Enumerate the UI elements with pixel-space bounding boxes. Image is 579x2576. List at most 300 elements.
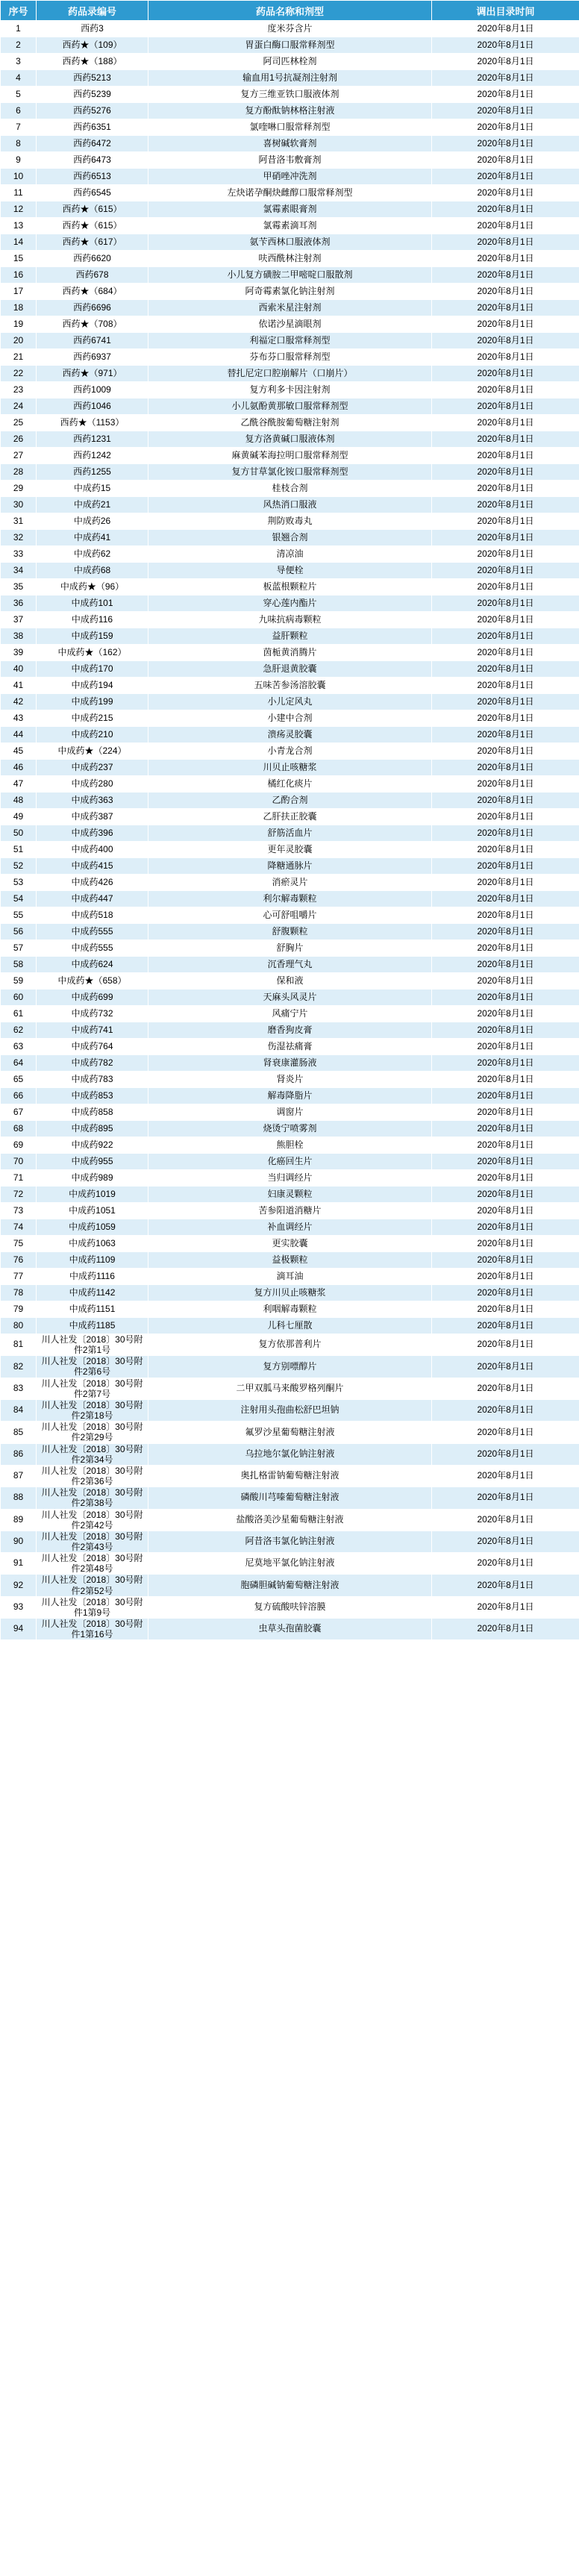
cell-seq: 88 <box>1 1487 37 1509</box>
cell-time: 2020年8月1日 <box>432 119 579 136</box>
table-row <box>1 1318 579 1334</box>
cell-code: 川人社发〔2018〕30号附件2第38号 <box>37 1487 148 1509</box>
cell-seq: 34 <box>1 563 37 579</box>
cell-code: 中成药★（162） <box>37 645 148 661</box>
cell-code: 西药678 <box>37 267 148 284</box>
cell-seq: 36 <box>1 595 37 612</box>
cell-seq: 83 <box>1 1378 37 1399</box>
cell-seq: 15 <box>1 251 37 267</box>
cell-code: 西药★（708） <box>37 316 148 333</box>
cell-seq: 42 <box>1 694 37 710</box>
cell-code: 西药1231 <box>37 431 148 448</box>
cell-name: 复方甘草氯化铵口服常释剂型 <box>148 464 432 481</box>
cell-time: 2020年8月1日 <box>432 37 579 54</box>
cell-code: 西药5213 <box>37 70 148 87</box>
cell-name: 阿昔洛韦氯化钠注射液 <box>148 1531 432 1552</box>
cell-time: 2020年8月1日 <box>432 924 579 940</box>
table-row <box>1 1055 579 1072</box>
cell-name: 输血用1号抗凝剂注射剂 <box>148 70 432 87</box>
cell-seq: 2 <box>1 37 37 54</box>
cell-name: 风热消口服液 <box>148 497 432 513</box>
table-row <box>1 530 579 546</box>
cell-name: 甲硝唑冲洗剂 <box>148 169 432 185</box>
cell-name: 氯霉素滴耳剂 <box>148 218 432 234</box>
cell-code: 中成药415 <box>37 858 148 875</box>
table-row <box>1 1575 579 1596</box>
table-row <box>1 1285 579 1301</box>
cell-time: 2020年8月1日 <box>432 21 579 37</box>
cell-seq: 55 <box>1 907 37 924</box>
table-row <box>1 1203 579 1219</box>
cell-name: 氯霉素眼膏剂 <box>148 201 432 218</box>
cell-time: 2020年8月1日 <box>432 366 579 382</box>
cell-time: 2020年8月1日 <box>432 1575 579 1596</box>
table-row <box>1 448 579 464</box>
cell-seq: 81 <box>1 1334 37 1356</box>
cell-code: 中成药858 <box>37 1104 148 1121</box>
cell-name: 虫草头孢菌胶囊 <box>148 1619 432 1640</box>
cell-seq: 53 <box>1 875 37 891</box>
table-row <box>1 1137 579 1154</box>
cell-seq: 82 <box>1 1356 37 1378</box>
table-row <box>1 103 579 119</box>
table-row <box>1 579 579 595</box>
cell-seq: 62 <box>1 1022 37 1039</box>
cell-seq: 10 <box>1 169 37 185</box>
cell-time: 2020年8月1日 <box>432 612 579 628</box>
table-row <box>1 481 579 497</box>
cell-code: 中成药387 <box>37 809 148 825</box>
cell-seq: 31 <box>1 513 37 530</box>
cell-code: 中成药518 <box>37 907 148 924</box>
table-row <box>1 546 579 563</box>
cell-seq: 24 <box>1 398 37 415</box>
cell-name: 补血调经片 <box>148 1219 432 1236</box>
cell-seq: 73 <box>1 1203 37 1219</box>
cell-time: 2020年8月1日 <box>432 530 579 546</box>
cell-name: 复方别嘌醇片 <box>148 1356 432 1378</box>
cell-code: 中成药280 <box>37 776 148 793</box>
table-body <box>1 21 579 1640</box>
cell-code: 西药6696 <box>37 300 148 316</box>
cell-code: 西药★（684） <box>37 284 148 300</box>
cell-code: 中成药210 <box>37 727 148 743</box>
cell-seq: 6 <box>1 103 37 119</box>
cell-code: 西药6545 <box>37 185 148 201</box>
cell-time: 2020年8月1日 <box>432 513 579 530</box>
cell-seq: 93 <box>1 1596 37 1618</box>
cell-code: 中成药699 <box>37 990 148 1006</box>
cell-name: 沉香理气丸 <box>148 957 432 973</box>
cell-code: 中成药199 <box>37 694 148 710</box>
cell-code: 中成药62 <box>37 546 148 563</box>
cell-seq: 66 <box>1 1088 37 1104</box>
cell-time: 2020年8月1日 <box>432 1072 579 1088</box>
cell-name: 小建中合剂 <box>148 710 432 727</box>
cell-seq: 80 <box>1 1318 37 1334</box>
cell-time: 2020年8月1日 <box>432 563 579 579</box>
cell-time: 2020年8月1日 <box>432 185 579 201</box>
table-row <box>1 1006 579 1022</box>
cell-time: 2020年8月1日 <box>432 743 579 760</box>
cell-seq: 43 <box>1 710 37 727</box>
cell-time: 2020年8月1日 <box>432 316 579 333</box>
table-row <box>1 497 579 513</box>
cell-code: 中成药★（96） <box>37 579 148 595</box>
cell-time: 2020年8月1日 <box>432 349 579 366</box>
cell-code: 西药6351 <box>37 119 148 136</box>
cell-seq: 59 <box>1 973 37 990</box>
table-row <box>1 152 579 169</box>
cell-code: 中成药237 <box>37 760 148 776</box>
cell-time: 2020年8月1日 <box>432 333 579 349</box>
cell-time: 2020年8月1日 <box>432 398 579 415</box>
cell-code: 川人社发〔2018〕30号附件2第1号 <box>37 1334 148 1356</box>
cell-code: 中成药1185 <box>37 1318 148 1334</box>
table-row <box>1 612 579 628</box>
cell-code: 川人社发〔2018〕30号附件2第29号 <box>37 1422 148 1443</box>
cell-seq: 84 <box>1 1399 37 1421</box>
cell-name: 益极颗粒 <box>148 1252 432 1269</box>
cell-code: 中成药170 <box>37 661 148 678</box>
cell-seq: 92 <box>1 1575 37 1596</box>
table-row <box>1 1088 579 1104</box>
table-row <box>1 842 579 858</box>
cell-time: 2020年8月1日 <box>432 1465 579 1486</box>
cell-code: 中成药447 <box>37 891 148 907</box>
cell-time: 2020年8月1日 <box>432 103 579 119</box>
cell-name: 茵栀黄消腾片 <box>148 645 432 661</box>
cell-seq: 39 <box>1 645 37 661</box>
cell-name: 桂枝合剂 <box>148 481 432 497</box>
cell-seq: 13 <box>1 218 37 234</box>
table-row <box>1 1443 579 1465</box>
cell-code: 西药5276 <box>37 103 148 119</box>
cell-seq: 70 <box>1 1154 37 1170</box>
table-row <box>1 760 579 776</box>
cell-code: 川人社发〔2018〕30号附件2第42号 <box>37 1509 148 1531</box>
cell-seq: 23 <box>1 382 37 398</box>
cell-time: 2020年8月1日 <box>432 809 579 825</box>
cell-time: 2020年8月1日 <box>432 1121 579 1137</box>
cell-seq: 72 <box>1 1187 37 1203</box>
cell-code: 西药1255 <box>37 464 148 481</box>
cell-code: 川人社发〔2018〕30号附件2第43号 <box>37 1531 148 1552</box>
cell-name: 熊胆栓 <box>148 1137 432 1154</box>
cell-seq: 44 <box>1 727 37 743</box>
cell-time: 2020年8月1日 <box>432 251 579 267</box>
cell-code: 中成药555 <box>37 924 148 940</box>
cell-name: 度米芬含片 <box>148 21 432 37</box>
cell-code: 中成药★（658） <box>37 973 148 990</box>
cell-name: 急肝退黄胶囊 <box>148 661 432 678</box>
cell-time: 2020年8月1日 <box>432 218 579 234</box>
table-row <box>1 87 579 103</box>
cell-seq: 16 <box>1 267 37 284</box>
cell-name: 小儿氨酚黄那敏口服常释剂型 <box>148 398 432 415</box>
table-row <box>1 382 579 398</box>
cell-time: 2020年8月1日 <box>432 907 579 924</box>
table-row <box>1 1104 579 1121</box>
cell-code: 西药★（615） <box>37 201 148 218</box>
table-row <box>1 284 579 300</box>
cell-name: 妇康灵颗粒 <box>148 1187 432 1203</box>
table-row <box>1 37 579 54</box>
cell-seq: 94 <box>1 1619 37 1640</box>
cell-code: 川人社发〔2018〕30号附件2第18号 <box>37 1399 148 1421</box>
cell-time: 2020年8月1日 <box>432 1443 579 1465</box>
cell-time: 2020年8月1日 <box>432 940 579 957</box>
cell-code: 川人社发〔2018〕30号附件2第7号 <box>37 1378 148 1399</box>
table-row <box>1 1072 579 1088</box>
cell-time: 2020年8月1日 <box>432 54 579 70</box>
cell-code: 川人社发〔2018〕30号附件1第16号 <box>37 1619 148 1640</box>
cell-name: 解毒降脂片 <box>148 1088 432 1104</box>
cell-name: 降糖通脉片 <box>148 858 432 875</box>
cell-seq: 64 <box>1 1055 37 1072</box>
cell-time: 2020年8月1日 <box>432 825 579 842</box>
table-row <box>1 678 579 694</box>
cell-code: 川人社发〔2018〕30号附件2第48号 <box>37 1553 148 1575</box>
table-row <box>1 743 579 760</box>
cell-seq: 68 <box>1 1121 37 1137</box>
cell-name: 氨苄西林口服液体剂 <box>148 234 432 251</box>
table-row <box>1 201 579 218</box>
cell-seq: 5 <box>1 87 37 103</box>
cell-name: 复方硫酸呋锌溶膜 <box>148 1596 432 1618</box>
table-row <box>1 1465 579 1486</box>
table-row <box>1 54 579 70</box>
table-row <box>1 1236 579 1252</box>
cell-code: 中成药396 <box>37 825 148 842</box>
cell-time: 2020年8月1日 <box>432 1399 579 1421</box>
cell-name: 化癌回生片 <box>148 1154 432 1170</box>
cell-seq: 47 <box>1 776 37 793</box>
table-row <box>1 694 579 710</box>
table-row <box>1 169 579 185</box>
cell-name: 导便栓 <box>148 563 432 579</box>
table-row <box>1 1619 579 1640</box>
cell-name: 小儿定风丸 <box>148 694 432 710</box>
table-row <box>1 300 579 316</box>
cell-name: 利福定口服常释剂型 <box>148 333 432 349</box>
cell-code: 中成药1051 <box>37 1203 148 1219</box>
cell-seq: 86 <box>1 1443 37 1465</box>
cell-time: 2020年8月1日 <box>432 842 579 858</box>
cell-name: 利咽解毒颗粒 <box>148 1301 432 1318</box>
cell-code: 中成药853 <box>37 1088 148 1104</box>
table-row <box>1 710 579 727</box>
cell-time: 2020年8月1日 <box>432 1006 579 1022</box>
cell-time: 2020年8月1日 <box>432 152 579 169</box>
cell-code: 西药6473 <box>37 152 148 169</box>
cell-time: 2020年8月1日 <box>432 1619 579 1640</box>
table-row <box>1 218 579 234</box>
table-row <box>1 1039 579 1055</box>
table-row <box>1 1531 579 1552</box>
cell-name: 儿科七厘散 <box>148 1318 432 1334</box>
cell-code: 中成药15 <box>37 481 148 497</box>
cell-name: 乌拉地尔氯化钠注射液 <box>148 1443 432 1465</box>
cell-code: 中成药21 <box>37 497 148 513</box>
cell-name: 橘红化痰片 <box>148 776 432 793</box>
cell-seq: 57 <box>1 940 37 957</box>
cell-name: 乙肝扶正胶囊 <box>148 809 432 825</box>
table-row <box>1 628 579 645</box>
cell-time: 2020年8月1日 <box>432 661 579 678</box>
cell-seq: 90 <box>1 1531 37 1552</box>
cell-seq: 12 <box>1 201 37 218</box>
cell-time: 2020年8月1日 <box>432 1039 579 1055</box>
cell-name: 舒筋活血片 <box>148 825 432 842</box>
cell-seq: 30 <box>1 497 37 513</box>
cell-code: 西药6472 <box>37 136 148 152</box>
cell-time: 2020年8月1日 <box>432 1203 579 1219</box>
table-row <box>1 727 579 743</box>
table-row <box>1 1219 579 1236</box>
cell-name: 磨香狗皮膏 <box>148 1022 432 1039</box>
cell-seq: 1 <box>1 21 37 37</box>
table-row <box>1 891 579 907</box>
cell-seq: 35 <box>1 579 37 595</box>
cell-seq: 26 <box>1 431 37 448</box>
cell-code: 西药3 <box>37 21 148 37</box>
cell-seq: 22 <box>1 366 37 382</box>
cell-name: 穿心莲内酯片 <box>148 595 432 612</box>
cell-name: 川贝止咳糖浆 <box>148 760 432 776</box>
cell-time: 2020年8月1日 <box>432 201 579 218</box>
cell-name: 胃蛋白酶口服常释剂型 <box>148 37 432 54</box>
cell-seq: 60 <box>1 990 37 1006</box>
cell-name: 更实胶囊 <box>148 1236 432 1252</box>
cell-code: 川人社发〔2018〕30号附件2第52号 <box>37 1575 148 1596</box>
cell-time: 2020年8月1日 <box>432 579 579 595</box>
cell-seq: 52 <box>1 858 37 875</box>
cell-code: 中成药26 <box>37 513 148 530</box>
table-row <box>1 1553 579 1575</box>
cell-name: 左炔诺孕酮炔雌醇口服常释剂型 <box>148 185 432 201</box>
cell-seq: 69 <box>1 1137 37 1154</box>
cell-time: 2020年8月1日 <box>432 1553 579 1575</box>
cell-time: 2020年8月1日 <box>432 1378 579 1399</box>
cell-seq: 45 <box>1 743 37 760</box>
cell-seq: 71 <box>1 1170 37 1187</box>
cell-code: 西药6937 <box>37 349 148 366</box>
cell-time: 2020年8月1日 <box>432 1055 579 1072</box>
cell-name: 益肝颗粒 <box>148 628 432 645</box>
table-row <box>1 185 579 201</box>
cell-name: 奥扎格雷钠葡萄糖注射液 <box>148 1465 432 1486</box>
cell-seq: 85 <box>1 1422 37 1443</box>
cell-name: 滴耳油 <box>148 1269 432 1285</box>
table-row <box>1 875 579 891</box>
cell-time: 2020年8月1日 <box>432 284 579 300</box>
cell-code: 西药1242 <box>37 448 148 464</box>
table-row <box>1 1378 579 1399</box>
column-header-seq: 序号 <box>1 1 37 21</box>
cell-seq: 20 <box>1 333 37 349</box>
cell-code: 中成药955 <box>37 1154 148 1170</box>
cell-code: 中成药400 <box>37 842 148 858</box>
cell-time: 2020年8月1日 <box>432 1219 579 1236</box>
cell-time: 2020年8月1日 <box>432 1531 579 1552</box>
cell-name: 板蓝根颗粒片 <box>148 579 432 595</box>
table-row <box>1 924 579 940</box>
cell-seq: 87 <box>1 1465 37 1486</box>
cell-seq: 38 <box>1 628 37 645</box>
cell-code: 中成药555 <box>37 940 148 957</box>
cell-time: 2020年8月1日 <box>432 1154 579 1170</box>
table-row <box>1 1509 579 1531</box>
cell-name: 乙酌合剂 <box>148 793 432 809</box>
cell-time: 2020年8月1日 <box>432 1187 579 1203</box>
cell-time: 2020年8月1日 <box>432 1088 579 1104</box>
cell-time: 2020年8月1日 <box>432 1252 579 1269</box>
cell-code: 中成药782 <box>37 1055 148 1072</box>
table-row <box>1 973 579 990</box>
table-row <box>1 595 579 612</box>
cell-code: 中成药895 <box>37 1121 148 1137</box>
cell-seq: 37 <box>1 612 37 628</box>
cell-name: 九味抗病毒颗粒 <box>148 612 432 628</box>
cell-time: 2020年8月1日 <box>432 727 579 743</box>
cell-code: 川人社发〔2018〕30号附件2第34号 <box>37 1443 148 1465</box>
cell-code: 川人社发〔2018〕30号附件2第6号 <box>37 1356 148 1378</box>
table-row <box>1 793 579 809</box>
table-row <box>1 1334 579 1356</box>
cell-name: 尼莫地平氯化钠注射液 <box>148 1553 432 1575</box>
table-row <box>1 1487 579 1509</box>
cell-seq: 33 <box>1 546 37 563</box>
cell-name: 麻黄碱苯海拉明口服常释剂型 <box>148 448 432 464</box>
cell-code: 中成药1059 <box>37 1219 148 1236</box>
cell-name: 复方川贝止咳糖浆 <box>148 1285 432 1301</box>
cell-name: 西索米星注射剂 <box>148 300 432 316</box>
table-row <box>1 957 579 973</box>
cell-seq: 48 <box>1 793 37 809</box>
cell-seq: 27 <box>1 448 37 464</box>
cell-time: 2020年8月1日 <box>432 497 579 513</box>
cell-name: 风痛宁片 <box>148 1006 432 1022</box>
cell-code: 西药5239 <box>37 87 148 103</box>
cell-seq: 17 <box>1 284 37 300</box>
cell-seq: 78 <box>1 1285 37 1301</box>
table-row <box>1 809 579 825</box>
cell-name: 消瘀灵片 <box>148 875 432 891</box>
cell-code: 西药★（1153） <box>37 415 148 431</box>
cell-time: 2020年8月1日 <box>432 760 579 776</box>
cell-name: 保和液 <box>148 973 432 990</box>
cell-code: 西药★（971） <box>37 366 148 382</box>
cell-code: 中成药363 <box>37 793 148 809</box>
cell-code: 中成药116 <box>37 612 148 628</box>
cell-time: 2020年8月1日 <box>432 1170 579 1187</box>
table-row <box>1 431 579 448</box>
cell-code: 西药6620 <box>37 251 148 267</box>
cell-name: 小儿复方磺胺二甲嘧啶口服散剂 <box>148 267 432 284</box>
cell-code: 中成药1151 <box>37 1301 148 1318</box>
table-row <box>1 513 579 530</box>
cell-seq: 91 <box>1 1553 37 1575</box>
cell-seq: 41 <box>1 678 37 694</box>
cell-code: 中成药68 <box>37 563 148 579</box>
cell-name: 氯喹啉口服常释剂型 <box>148 119 432 136</box>
cell-time: 2020年8月1日 <box>432 464 579 481</box>
table-row <box>1 858 579 875</box>
cell-code: 中成药215 <box>37 710 148 727</box>
cell-code: 中成药194 <box>37 678 148 694</box>
table-row <box>1 1154 579 1170</box>
